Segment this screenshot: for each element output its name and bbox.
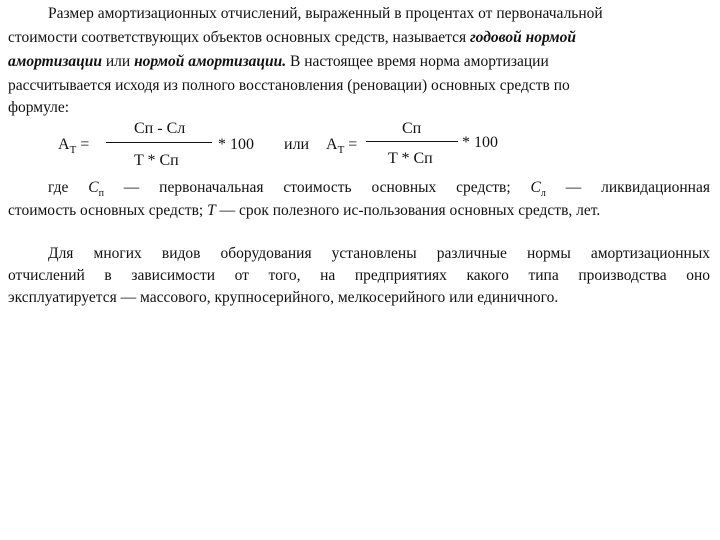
paragraph-1-line-1: Размер амортизационных отчислений, выраженный в процентах от первоначальной [48, 5, 603, 22]
paragraph-3-line-2: отчислений в зависимости от того, на предприятиях какого типа производства оно [8, 267, 710, 284]
formula-1-fraction-bar [106, 142, 212, 143]
paragraph-1-line-3 [8, 52, 549, 72]
term-amortization: амортизации [8, 53, 102, 70]
formula-2-fraction-bar [366, 141, 458, 142]
paragraph-1-line-2 [8, 28, 576, 48]
formula-2-multiplier: * 100 [462, 134, 498, 151]
paragraph-2-line-1: где $С_п$ — первоначальная стоимость основных средств; $С_л$ — ликвидационная [48, 179, 710, 200]
text-run: стоимости соответствующих объектов основных средств, называется [8, 29, 470, 46]
paragraph-2-line-2: стоимость основных средств; Т — срок полезного ис-пользования основных средств, лет. [8, 202, 601, 219]
formula-2-numerator: Cп [402, 120, 422, 137]
text-run: В настоящее время норма амортизации [286, 53, 549, 70]
formula-2-lhs: $A_T$ = [326, 136, 358, 157]
formula-1-multiplier: * 100 [218, 136, 254, 153]
paragraph-1-line-5: формуле: [8, 99, 70, 116]
formula-1-lhs: $A_T$ = [58, 136, 90, 157]
term-annual-rate: годовой нормой [469, 29, 576, 46]
paragraph-1-line-4: рассчитывается исходя из полного восстановления (реновации) основных средств по [8, 77, 570, 94]
or-word: или [284, 136, 310, 153]
paragraph-3-line-3: эксплуатируется — массового, крупносерийного, мелкосерийного или единичного. [8, 289, 559, 306]
formula-1-numerator: Cп - Cл [134, 120, 186, 137]
paragraph-3-line-1: Для многих видов оборудования установлены различные нормы амортизационных [48, 245, 710, 262]
term-amortization-rate: нормой амортизации. [134, 53, 287, 70]
formula-2-denominator: T * Cп [388, 150, 433, 167]
formula-1-denominator: T * Cп [134, 152, 179, 169]
text-run: или [102, 53, 135, 70]
